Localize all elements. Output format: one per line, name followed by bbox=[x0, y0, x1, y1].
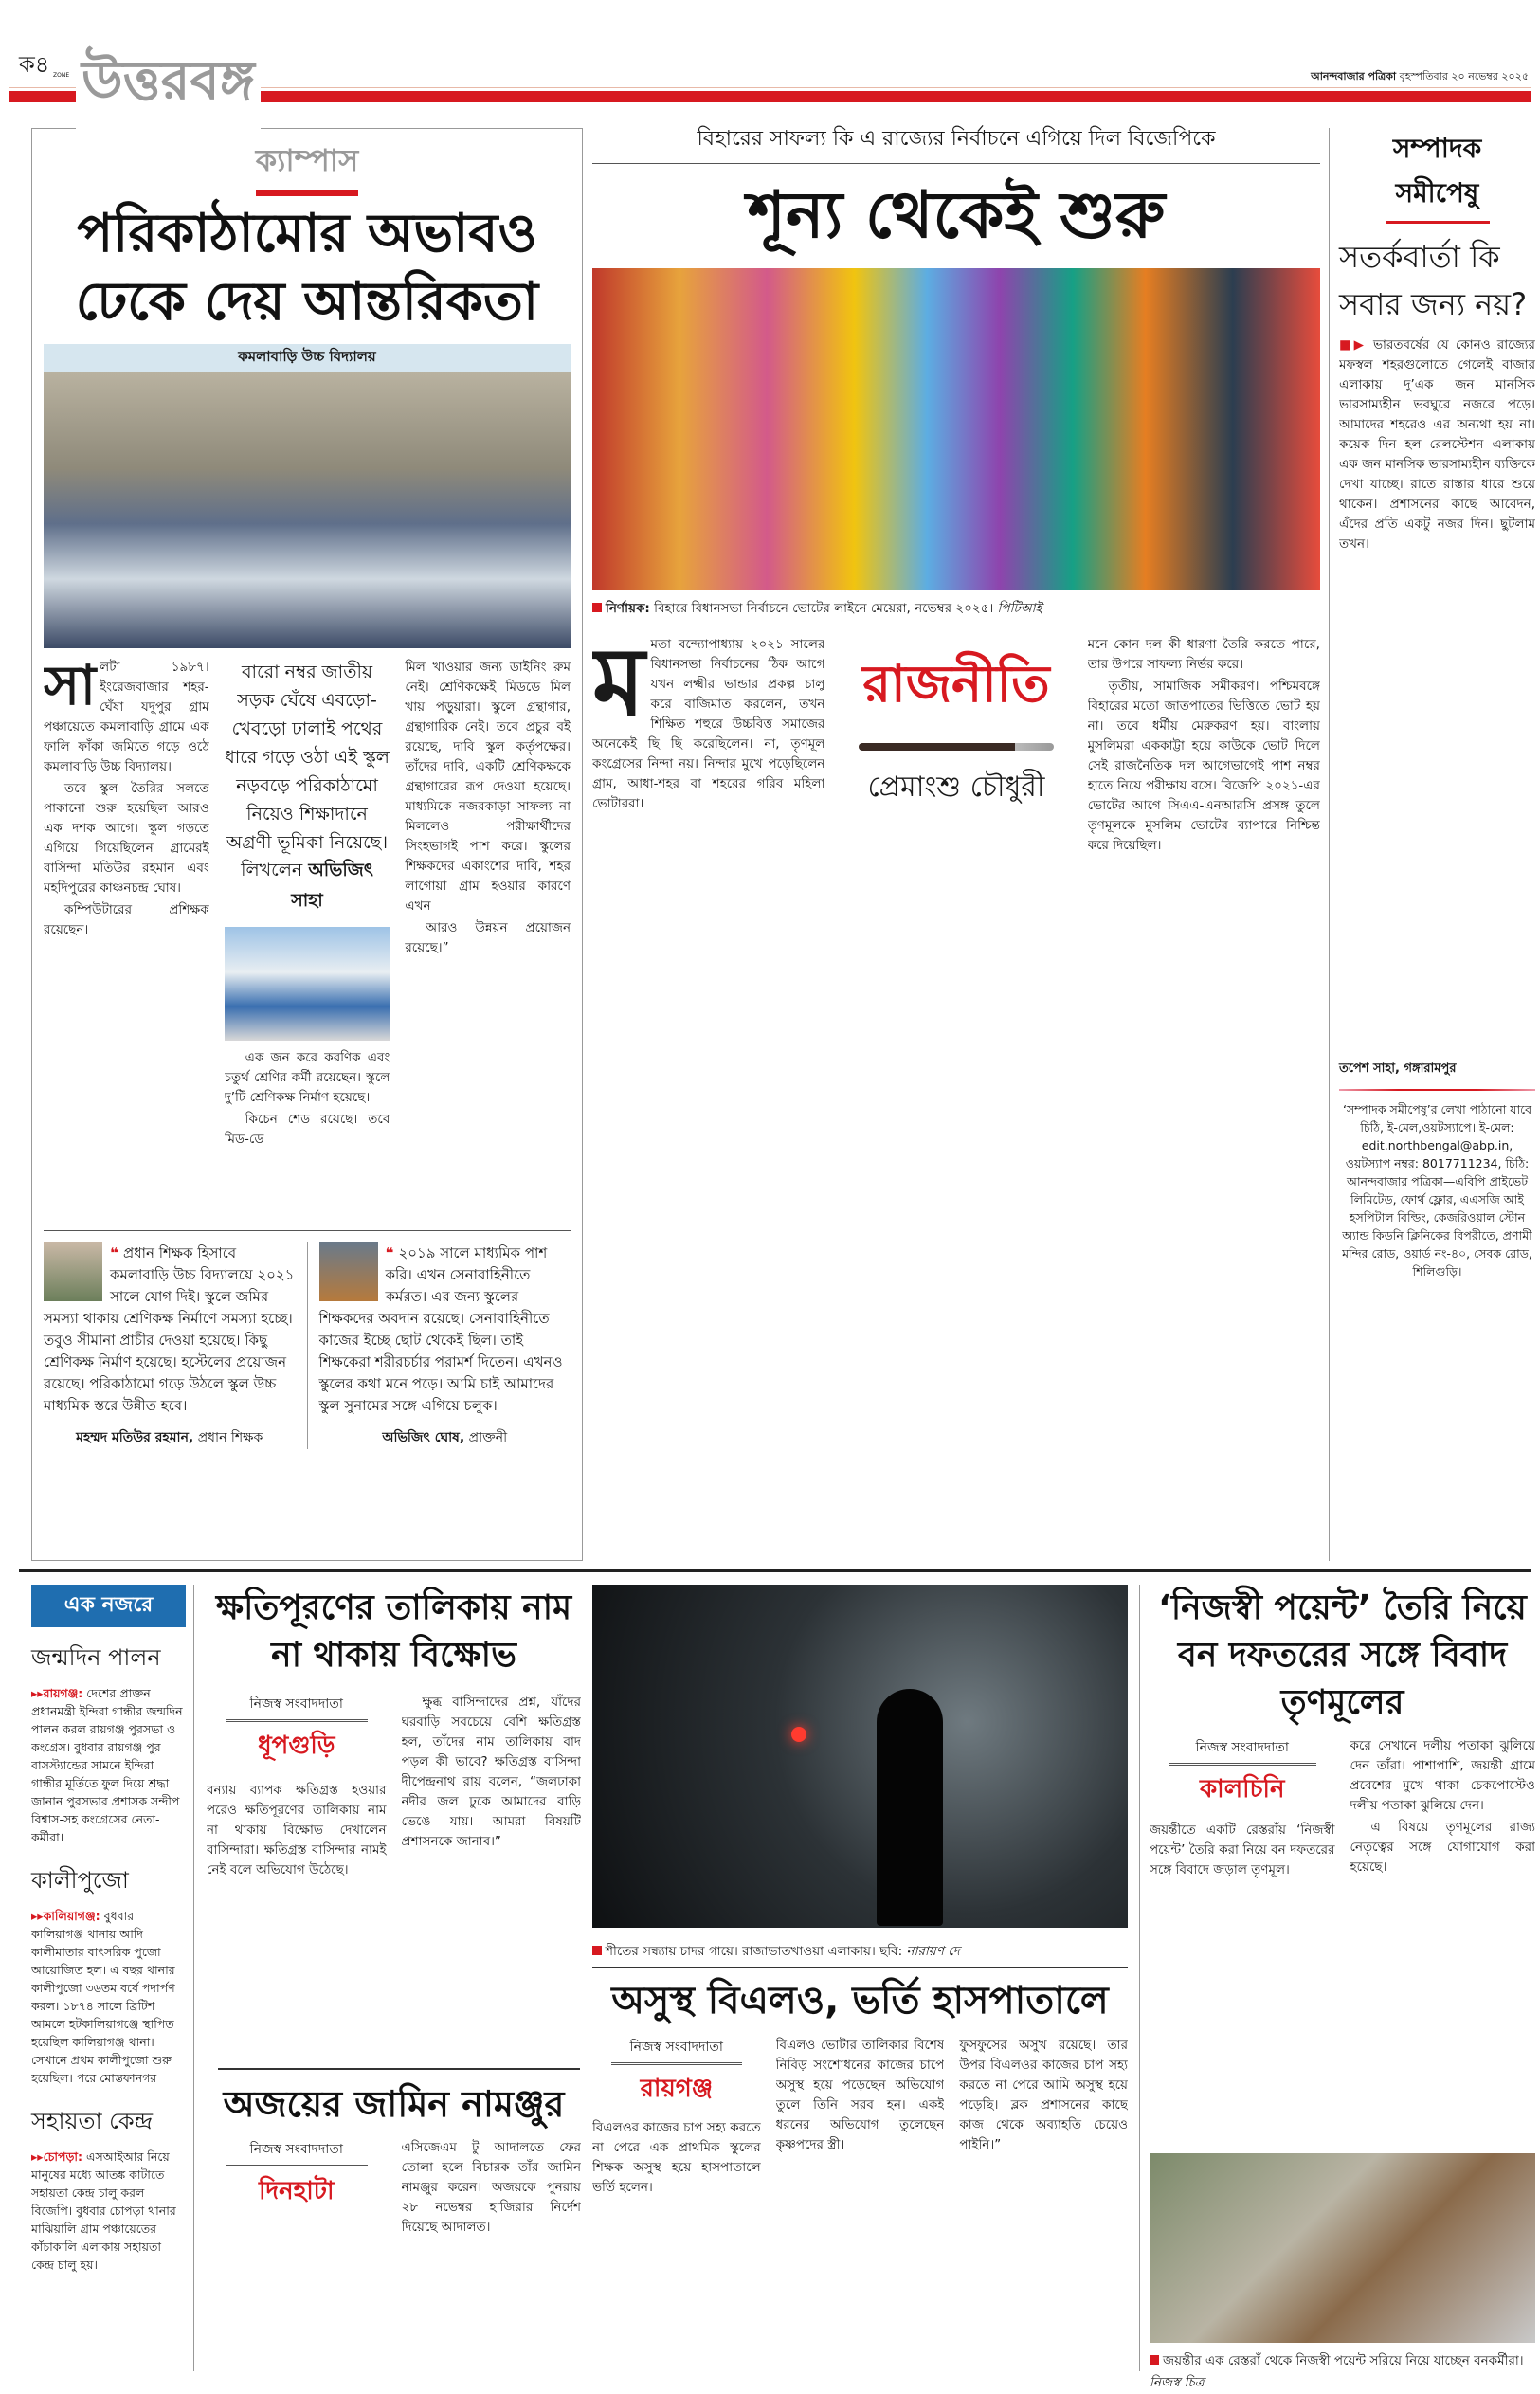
glance-place: রায়গঞ্জ: bbox=[43, 1686, 83, 1700]
school-band: কমলাবাড়ি উচ্চ বিদ্যালয় bbox=[44, 344, 571, 372]
quote-name: অভিজিৎ ঘোষ, bbox=[382, 1430, 465, 1445]
caption-label: নির্ণায়ক: bbox=[606, 601, 650, 616]
quote-text: ২০১৯ সালে মাধ্যমিক পাশ করি। এখন সেনাবাহিনীতে কর্মরত। এর জন্য স্কুলের শিক্ষকদের অবদান রয়েছে। সেনাবাহিনীতে কাজের ইচ্ছে ছোট থেকেই ছিল। তাই শিক্ষকেরা শরীরচর্চার পরামর্শ দিতেন। এখনও স্কুলের কথা মনে পড়ে। আমি চাই আমাদের স্কুল সুনামের সঙ্গে এগিয়ে চলুক। bbox=[318, 1244, 563, 1414]
campus-feature bbox=[31, 128, 583, 1561]
section-logo: উত্তরবঙ্গ bbox=[76, 40, 261, 129]
dropcap: সা bbox=[44, 658, 97, 717]
glance-item bbox=[31, 2104, 186, 2274]
caption-credit: নারায়ণ দে bbox=[906, 1944, 960, 1959]
campus-headline-2: ঢেকে দেয় আন্তরিকতা bbox=[75, 271, 539, 333]
campus-col-3 bbox=[405, 658, 571, 1226]
letter-body bbox=[1339, 336, 1535, 1056]
lead-headline: শূন্য থেকেই শুরু bbox=[747, 178, 1166, 253]
paragraph: এ বিষয়ে তৃণমূলের রাজ্য নেতৃত্বের সঙ্গে যোগাযোগ করা হয়েছে। bbox=[1350, 1820, 1535, 1875]
pen-bullet-icon: ■▶ bbox=[1339, 337, 1373, 353]
glance-text: এসআইআর নিয়ে মানুষের মধ্যে আতঙ্ক কাটাতে সহায়তা কেন্দ্র চালু করল বিজেপি। বুধবার চোপড়া থানার মাঝিয়ালি গ্রাম পঞ্চায়েতের কাঁচাকালি এলাকায় সহায়তা কেন্দ্র চালু হয়। bbox=[31, 2149, 176, 2272]
zone-tag: ZONE bbox=[53, 72, 70, 79]
lead-col-3 bbox=[1088, 635, 1320, 1488]
quote-mark-icon: ❝ bbox=[110, 1244, 124, 1261]
ajay-headline: অজয়ের জামিন নামঞ্জুর bbox=[223, 2083, 565, 2125]
paragraph: লটা ১৯৮৭। ইংরেজবাজার শহর-ঘেঁষা যদুপুর গ্রাম পঞ্চায়েতে কমলাবাড়ি গ্রামে এক ফালি ফাঁকা জমিতে গড়ে ওঠে কমলাবাড়ি উচ্চ বিদ্যালয়। bbox=[44, 660, 209, 774]
dateline: দিনহাটা bbox=[258, 2177, 335, 2205]
label-underline bbox=[256, 190, 358, 196]
caption-text: শীতের সন্ধ্যায় চাদর গায়ে। রাজাভাতখাওয়া এলাকায়। bbox=[606, 1944, 876, 1959]
paragraph: কিচেন শেড রয়েছে। তবে মিড-ডে bbox=[224, 1112, 390, 1147]
masthead-date bbox=[1311, 68, 1529, 86]
glance-heading: জন্মদিন পালন bbox=[31, 1644, 161, 1671]
photo-caption bbox=[592, 598, 1320, 620]
glance-item bbox=[31, 1863, 186, 2087]
divider bbox=[592, 1967, 1128, 1968]
paragraph: ক্ষুব্ধ বাসিন্দাদের প্রশ্ন, যাঁদের ঘরবাড়ি সবচেয়ে বেশি ক্ষতিগ্রস্ত হল, তাঁদের নাম তালিকায় বাদ পড়ল কী ভাবে? ক্ষতিগ্রস্ত বাসিন্দা দীপেন্দ্রনাথ রায় বলেন, “জলঢাকা নদীর জল ঢুকে আমাদের বাড়ি ভেঙে যায়। আমরা বিষয়টি প্রশাসনকে জানাব।” bbox=[401, 1695, 581, 1849]
caption-text: জয়ন্তীর এক রেস্তরাঁ থেকে নিজস্বী পয়েন্ট সরিয়ে নিয়ে যাচ্ছেন বনকর্মীরা। bbox=[1163, 2353, 1524, 2368]
caption-text: বিহারে বিধানসভা নির্বাচনে ভোটের লাইনে মেয়েরা, নভেম্বর ২০২৫। bbox=[654, 601, 994, 616]
quote-name: মহম্মদ মতিউর রহমান, bbox=[76, 1430, 194, 1445]
at-a-glance bbox=[31, 1585, 194, 2371]
author-prefix: লিখলেন bbox=[241, 860, 303, 880]
author-name: প্রেমাংশু চৌধুরী bbox=[867, 771, 1045, 804]
campus-label: ক্যাম্পাস bbox=[255, 142, 359, 178]
glance-text: দেশের প্রাক্তন প্রধানমন্ত্রী ইন্দিরা গান্ধীর জন্মদিন পালন করল রায়গঞ্জ পুরসভা ও কংগ্রেস। বুধবার রায়গঞ্জ পুর বাসস্ট্যান্ডের সামনে ইন্দিরা গান্ধীর মূর্তিতে ফুল দিয়ে শ্রদ্ধা জানান পুরসভার প্রশাসক সন্দীপ বিশ্বাস-সহ কংগ্রেসের নেতা-কর্মীরা। bbox=[31, 1686, 183, 1844]
credit-label: ছবি: bbox=[879, 1944, 903, 1959]
letters-section-subtitle: সমীপেষু bbox=[1395, 177, 1479, 209]
alumnus-photo bbox=[319, 1242, 378, 1301]
reporter: নিজস্ব সংবাদদাতা bbox=[226, 1693, 368, 1722]
blo-story bbox=[592, 1973, 1128, 2371]
arrow-icon: ▸▸ bbox=[31, 1909, 44, 1923]
caption-credit: নিজস্ব চিত্র bbox=[1150, 2375, 1205, 2390]
lead-story bbox=[592, 118, 1320, 1564]
reporter: নিজস্ব সংবাদদাতা bbox=[611, 2036, 742, 2065]
paragraph: মনে কোন দল কী ধারণা তৈরি করতে পারে, তার উপরে সাফল্য নির্ভর করে। bbox=[1087, 637, 1320, 672]
quote-role: প্রধান শিক্ষক bbox=[197, 1430, 263, 1445]
quote-mark-icon: ❝ bbox=[385, 1244, 399, 1261]
blo-headline: অসুস্থ বিএলও, ভর্তি হাসপাতালে bbox=[611, 1979, 1109, 2022]
dateline: রায়গঞ্জ bbox=[640, 2075, 714, 2103]
voters-queue-photo bbox=[592, 268, 1320, 590]
caption-credit: পিটিআই bbox=[997, 601, 1042, 616]
compensation-story bbox=[207, 1585, 581, 2063]
campus-col-1 bbox=[44, 658, 209, 1226]
paragraph: আরও উন্নয়ন প্রয়োজন রয়েছে।” bbox=[405, 920, 571, 955]
masthead-small: আনন্দবাজার পত্রিকা bbox=[1311, 70, 1397, 82]
night-photo bbox=[592, 1585, 1128, 1928]
column-label: রাজনীতি bbox=[862, 654, 1050, 714]
section-divider bbox=[19, 1569, 1531, 1572]
glance-item bbox=[31, 1641, 186, 1846]
lead-col-2 bbox=[840, 635, 1072, 1488]
letters-section-title: সম্পাদক bbox=[1392, 133, 1482, 164]
campus-headline-1: পরিকাঠামোর অভাবও bbox=[77, 203, 537, 264]
page-number: ক৪ bbox=[19, 51, 50, 78]
dropcap: ম bbox=[592, 635, 645, 737]
photo-caption bbox=[1150, 2350, 1535, 2394]
headmaster-photo bbox=[44, 1242, 102, 1301]
caption-marker-icon bbox=[592, 603, 602, 612]
paragraph: কম্পিউটারের প্রশিক্ষক রয়েছেন। bbox=[44, 902, 209, 937]
compensation-headline: ক্ষতিপূরণের তালিকায় নাম না থাকায় বিক্ষোভ bbox=[215, 1588, 572, 1675]
date: বৃহস্পতিবার ২০ নভেম্বর ২০২৫ bbox=[1399, 70, 1529, 82]
caption-marker-icon bbox=[592, 1946, 602, 1955]
paragraph: মিল খাওয়ার জন্য ডাইনিং রুম নেই। শ্রেণিকক্ষেই মিডডে মিল খায় পড়ুয়ারা। স্কুলে গ্রন্থাগার, গ্রন্থাগারিক নেই। তবে প্রচুর বই রয়েছে, দাবি স্কুল কর্তৃপক্ষের। তাঁদের দাবি, একটি শ্রেণিকক্ষকে গ্রন্থাগারের রূপ দেওয়া হয়েছে। মাধ্যমিকে নজরকাড়া সাফল্য না মিললেও পরীক্ষার্থীদের সিংহভাগই পাশ করে। স্কুলের শিক্ষকদের একাংশের দাবি, শহর লাগোয়া গ্রাম হওয়ার কারণে এখন bbox=[405, 660, 571, 914]
silhouette bbox=[877, 1689, 943, 1926]
paragraph: করে সেখানে দলীয় পতাকা ঝুলিয়ে দেন তাঁরা। পাশাপাশি, জয়ন্তী গ্রামে প্রবেশের মুখে থাকা চেকপোস্টেও দলীয় পতাকা ঝুলিয়ে দেন। bbox=[1350, 1738, 1535, 1813]
reporter: নিজস্ব সংবাদদাতা bbox=[1169, 1736, 1316, 1766]
fountain-pen-icon bbox=[859, 743, 1053, 751]
paragraph: বিএলও ভোটার তালিকার বিশেষ নিবিড় সংশোধনের কাজের চাপে অসুস্থ হয়ে পড়েছেন অভিযোগ তুলে তিনি সরব হন। একই ধরনের অভিযোগ তুলেছেন কৃষ্ণপদের স্ত্রী। bbox=[775, 2038, 945, 2152]
glance-heading: কালীপুজো bbox=[31, 1867, 129, 1894]
reporter: নিজস্ব সংবাদদাতা bbox=[226, 2138, 368, 2167]
school-staff-photo bbox=[44, 372, 571, 648]
dateline: ধূপগুড়ি bbox=[258, 1732, 335, 1760]
letter-headline: সতর্কবার্তা কি সবার জন্য নয়? bbox=[1339, 239, 1528, 322]
dateline: কালচিনি bbox=[1199, 1775, 1285, 1804]
section-underline bbox=[1386, 221, 1490, 224]
selfie-point-story bbox=[1139, 1585, 1535, 2390]
divider bbox=[1339, 1089, 1535, 1091]
glance-text: বুধবার কালিয়াগঞ্জ থানায় আদি কালীমাতার বাৎসরিক পুজো আয়োজিত হল। এ বছর থানার কালীপুজো ৩৬তম বর্ষে পদার্পণ করল। ১৮৭৪ সালে ব্রিটিশ আমলে হটকালিয়াগঞ্জে স্থাপিত হয়েছিল কালিয়াগঞ্জ থানা। সেখানে প্রথম কালীপুজো শুরু হয়েছিল। পরে মোস্তফানগর bbox=[31, 1909, 175, 2085]
paragraph: জয়ন্তীতে একটি রেস্তরাঁয় ‘নিজস্বী পয়েন্ট’ তৈরি করা নিয়ে বন দফতরের সঙ্গে বিবাদে জড়াল তৃণমূল। bbox=[1150, 1823, 1335, 1877]
paragraph: বিএলওর কাজের চাপ সহ্য করতে না পেরে এক প্রাথমিক স্কুলের শিক্ষক অসুস্থ হয়ে হাসপাতালে ভর্তি হলেন। bbox=[592, 2120, 761, 2195]
letter-text: ভারতবর্ষের যে কোনও রাজ্যের মফস্বল শহরগুলোতে গেলেই বাজার এলাকায় দু’এক জন মানসিক ভারসাম্যহীন ভবঘুরে নজরে পড়ে। আমাদের শহরেও এর অন্যথা হয় না। কয়েক দিন হল রেলস্টেশন এলাকায় এক জন মানসিক ভারসাম্যহীন ব্যক্তিকে দেখা যাচ্ছে। রাতে রাস্তার ধারে শুয়ে থাকেন। প্রশাসনের কাছে আবেদন, এঁদের প্রতি একটু নজর দিন। ছুটলাম তখন। bbox=[1339, 337, 1535, 552]
glance-place: কালিয়াগঞ্জ: bbox=[43, 1909, 100, 1923]
paragraph: এসিজেএম টু আদালতে ফের তোলা হলে বিচারক তাঁর জামিন নামঞ্জুর করেন। অজয়কে পুনরায় ২৮ নভেম্বর হাজিরার নির্দেশ দিয়েছে আদালত। bbox=[401, 2140, 581, 2235]
paragraph: মতা বন্দ্যোপাধ্যায় ২০২১ সালের বিধানসভা নির্বাচনের ঠিক আগে যখন লক্ষ্মীর ভান্ডার প্রকল্প চালু করে বাজিমাত করলেন, তখন শিক্ষিত শহুরে উচ্চবিত্ত সমাজের অনেকেই ছি ছি করেছিলেন। না, তৃণমূল কংগ্রেসের নিন্দা নয়। নিন্দার মুখে পড়েছিলেন গ্রাম, আধা-শহর বা শহরের গরিব মহিলা ভোটাররা। bbox=[592, 637, 825, 811]
letters-submit-info: ‘সম্পাদক সমীপেষু’র লেখা পাঠানো যাবে চিঠি, ই-মেল,ওয়টস্যাপে। ই-মেল: edit.northbengal@abp.in, ওয়টস্যাপ নম্বর: 8017711234, চিঠি: আনন্দবাজার পত্রিকা—এবিপি প্রাইভেট লিমিটেড, ফোর্থ ফ্লোর, এএসজি আই হসপিটাল বিল্ডিং, কেজরিওয়াল স্টোন অ্যান্ড কিডনি ক্লিনিকের বিপরীতে, প্রণামী মন্দির রোড, ওয়ার্ড নং-৪০, সেবক রোড, শিলিগুড়ি। bbox=[1342, 1102, 1532, 1279]
caption-marker-icon bbox=[1150, 2355, 1159, 2365]
paragraph: তবে স্কুল তৈরির সলতে পাকানো শুরু হয়েছিল আরও এক দশক আগে। স্কুল গড়তে এগিয়ে গিয়েছিলেন গ্রামেরই বাসিন্দা মতিউর রহমান এবং মহদিপুরের কাঞ্চনচন্দ্র ঘোষ। bbox=[44, 781, 209, 896]
red-light bbox=[791, 1727, 806, 1742]
school-building-photo bbox=[225, 927, 390, 1041]
paragraph: এক জন করে করণিক এবং চতুর্থ শ্রেণির কর্মী রয়েছেন। স্কুলে দু’টি শ্রেণিকক্ষ নির্মাণ হয়েছে। bbox=[224, 1050, 390, 1105]
quote-headmaster bbox=[44, 1242, 308, 1449]
letter-signature: তপেশ সাহা, গঙ্গারামপুর bbox=[1339, 1061, 1457, 1076]
lead-col-1 bbox=[592, 635, 824, 1488]
ajay-story bbox=[207, 2077, 581, 2371]
photo-caption bbox=[592, 1941, 1128, 1963]
glance-place: চোপড়া: bbox=[43, 2149, 83, 2164]
paragraph: বন্যায় ব্যাপক ক্ষতিগ্রস্ত হওয়ার পরেও ক্ষতিপূরণের তালিকায় নাম না থাকায় বিক্ষোভ দেখালেন বাসিন্দারা। ক্ষতিগ্রস্ত বাসিন্দার নামই নেই বলে অভিযোগ উঠেছে। bbox=[207, 1783, 387, 1877]
paragraph: ফুসফুসের অসুখ রয়েছে। তার উপর বিএলওর কাজের চাপ সহ্য করতে না পেরে আমি অসুস্থ হয়ে পড়েছি। ব্লক প্রশাসনের কাছে কাজ থেকে অব্যাহতি চেয়েও পাইনি।” bbox=[959, 2038, 1129, 2152]
campus-col-2 bbox=[225, 658, 390, 1226]
divider bbox=[218, 2068, 580, 2070]
forest-workers-photo bbox=[1150, 2153, 1535, 2343]
at-a-glance-title: এক নজরে bbox=[31, 1585, 186, 1627]
pullquote: বারো নম্বর জাতীয় সড়ক ঘেঁষে এবড়ো-খেবড়ো ঢালাই পথের ধারে গড়ে ওঠা এই স্কুল নড়বড়ে পরিকাঠামো নিয়েও শিক্ষাদানে অগ্রণী ভূমিকা নিয়েছে। bbox=[225, 662, 390, 853]
paragraph: তৃতীয়, সামাজিক সমীকরণ। পশ্চিমবঙ্গে বিহারের মতো জাতপাতের ভিত্তিতে ভোট হয় না। তবে ধর্মীয় মেরুকরণ হয়। বাংলায় মুসলিমরা এককাট্টা হয়ে কাউকে ভোট দিলে সেই রাজনৈতিক দল আগেভাগেই পাশ নম্বর হাতে নিয়ে পরীক্ষায় বসে। বিজেপি ২০২১-এর ভোটের আগে সিএএ-এনআরসি প্রসঙ্গ তুলে তৃণমূলকে মুসলিম ভোটের ব্যাপারে নিশ্চিন্ত করে দিয়েছিল। bbox=[1087, 679, 1320, 853]
arrow-icon: ▸▸ bbox=[31, 2149, 44, 2164]
letters-column bbox=[1329, 128, 1535, 1561]
lead-kicker: বিহারের সাফল্য কি এ রাজ্যের নির্বাচনে এগিয়ে দিল বিজেপিকে bbox=[592, 118, 1320, 164]
quote-role: প্রাক্তনী bbox=[468, 1430, 508, 1445]
selfie-headline: ‘নিজস্বী পয়েন্ট’ তৈরি নিয়ে বন দফতরের সঙ্গে বিবাদ তৃণমূলের bbox=[1158, 1588, 1527, 1722]
author-name: অভিজিৎ সাহা bbox=[291, 860, 373, 911]
arrow-icon: ▸▸ bbox=[31, 1686, 44, 1700]
quote-text: প্রধান শিক্ষক হিসাবে কমলাবাড়ি উচ্চ বিদ্যালয়ে ২০২১ সালে যোগ দিই। স্কুলে জমির সমস্যা থাকায় শ্রেণিকক্ষ নির্মাণে সমস্যা হচ্ছে। তবুও সীমানা প্রাচীর দেওয়া হয়েছে। কিছু শ্রেণিকক্ষ নির্মাণ হয়েছে। হস্টেলের প্রয়োজন রয়েছে। পরিকাঠামো গড়ে উঠলে স্কুল উচ্চ মাধ্যমিক স্তরে উন্নীত হবে। bbox=[44, 1244, 295, 1414]
quote-alumnus bbox=[308, 1242, 571, 1449]
glance-heading: সহায়তা কেন্দ্র bbox=[31, 2108, 154, 2134]
